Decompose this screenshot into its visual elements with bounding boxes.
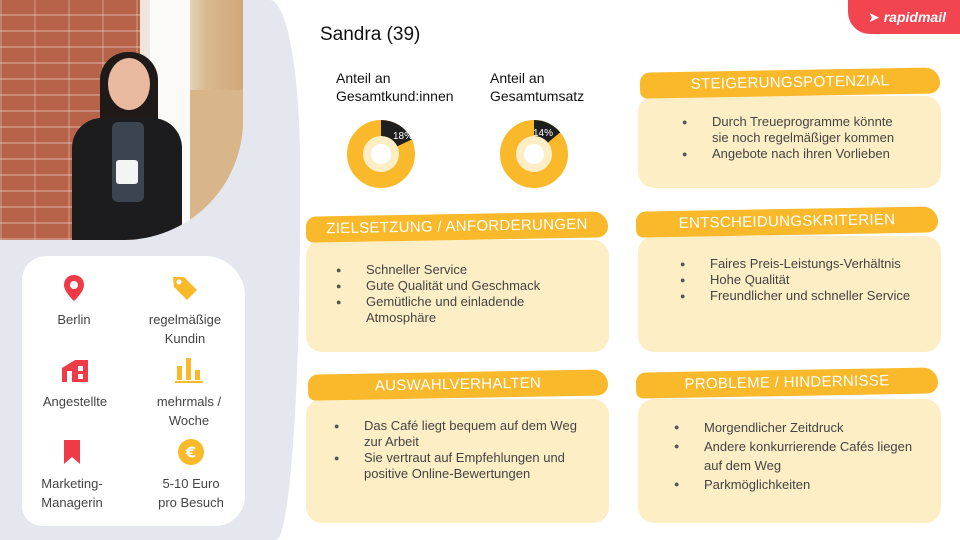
profile-location bbox=[44, 274, 104, 329]
section-auswahl-title: AUSWAHLVERHALTEN bbox=[308, 369, 608, 400]
price-tag-icon bbox=[171, 274, 199, 302]
list-item: ● Faires Preis-Leistungs-Verhältnis bbox=[680, 256, 920, 272]
building-icon bbox=[60, 356, 90, 384]
list-item: ● Gemütliche und einladende Atmosphäre bbox=[336, 294, 586, 326]
list-item: ● Freundlicher und schneller Service bbox=[680, 288, 920, 304]
profile-location-label: Berlin bbox=[57, 312, 91, 327]
list-item: ● Sie vertraut auf Empfehlungen und positive Online-Bewertungen bbox=[334, 450, 594, 482]
section-steigerung-title: STEIGERUNGSPOTENZIAL bbox=[640, 67, 940, 98]
persona-name: Sandra (39) bbox=[320, 24, 421, 45]
list-item: ● Das Café liegt bequem auf dem Weg zur Arbeit bbox=[334, 418, 594, 450]
list-item: ● Durch Treueprogramme könnte sie noch regelmäßiger kommen bbox=[682, 114, 912, 146]
share-revenue-label-line1: Anteil an bbox=[490, 70, 545, 86]
section-entscheidung-title: ENTSCHEIDUNGSKRITERIEN bbox=[636, 206, 938, 237]
brand-logo[interactable] bbox=[848, 0, 960, 34]
section-probleme-title: PROBLEME / HINDERNISSE bbox=[636, 367, 938, 398]
profile-spending bbox=[146, 438, 236, 512]
profile-card bbox=[22, 256, 245, 526]
profile-frequency bbox=[144, 356, 234, 430]
list-item: ● Andere konkurrierende Cafés liegen auf dem Weg bbox=[674, 437, 924, 475]
donut-customers bbox=[347, 120, 415, 188]
share-customers-label-line2: Gesamtkund:innen bbox=[336, 88, 454, 104]
section-auswahl-list bbox=[334, 418, 594, 482]
list-item: ● Angebote nach ihren Vorlieben bbox=[682, 146, 912, 162]
donut-revenue-percent: 14% bbox=[533, 128, 554, 139]
list-item: ● Morgendlicher Zeitdruck bbox=[674, 418, 924, 437]
list-item: ● Schneller Service bbox=[336, 262, 586, 278]
donut-customers-inner-ring bbox=[367, 140, 395, 168]
donut-customers-percent: 18% bbox=[393, 131, 414, 142]
persona-photo bbox=[0, 0, 243, 240]
photo-person-head bbox=[108, 58, 150, 110]
location-pin-icon bbox=[63, 274, 85, 302]
profile-customer-type-line1: regelmäßige bbox=[148, 312, 222, 327]
profile-frequency-line2: Woche bbox=[168, 413, 210, 428]
share-revenue-label-line2: Gesamtumsatz bbox=[490, 88, 585, 104]
profile-customer-type bbox=[140, 274, 230, 348]
profile-employment bbox=[36, 356, 114, 411]
section-ziel-list bbox=[336, 262, 586, 326]
profile-spending-line1: 5-10 Euro bbox=[162, 476, 220, 491]
brand-name: rapidmail bbox=[883, 9, 946, 25]
profile-job-line1: Marketing- bbox=[41, 476, 103, 491]
section-probleme-list bbox=[674, 418, 924, 494]
profile-job bbox=[30, 438, 114, 512]
paper-plane-icon: ➤ bbox=[868, 9, 880, 25]
profile-employment-label: Angestellte bbox=[42, 394, 108, 409]
profile-frequency-line1: mehrmals / bbox=[156, 394, 222, 409]
donut-revenue bbox=[500, 120, 568, 188]
svg-text:€: € bbox=[185, 443, 197, 462]
donut-revenue-inner-ring bbox=[520, 140, 548, 168]
share-customers-label bbox=[336, 69, 454, 105]
bar-chart-icon bbox=[174, 356, 204, 384]
profile-job-line2: Managerin bbox=[41, 495, 103, 510]
profile-customer-type-line2: Kundin bbox=[164, 331, 206, 346]
list-item: ● Gute Qualität und Geschmack bbox=[336, 278, 586, 294]
share-revenue-label bbox=[490, 69, 584, 105]
bookmark-icon bbox=[62, 438, 82, 466]
photo-wood-panel bbox=[190, 90, 243, 240]
section-ziel-title: ZIELSETZUNG / ANFORDERUNGEN bbox=[306, 211, 608, 242]
share-customers-label-line1: Anteil an bbox=[336, 70, 391, 86]
euro-coin-icon bbox=[177, 438, 205, 466]
section-entscheidung-list bbox=[680, 256, 920, 304]
list-item: ● Hohe Qualität bbox=[680, 272, 920, 288]
section-steigerung-list bbox=[682, 114, 912, 162]
photo-mug bbox=[116, 160, 138, 184]
list-item: ● Parkmöglichkeiten bbox=[674, 475, 924, 494]
profile-spending-line2: pro Besuch bbox=[158, 495, 224, 510]
